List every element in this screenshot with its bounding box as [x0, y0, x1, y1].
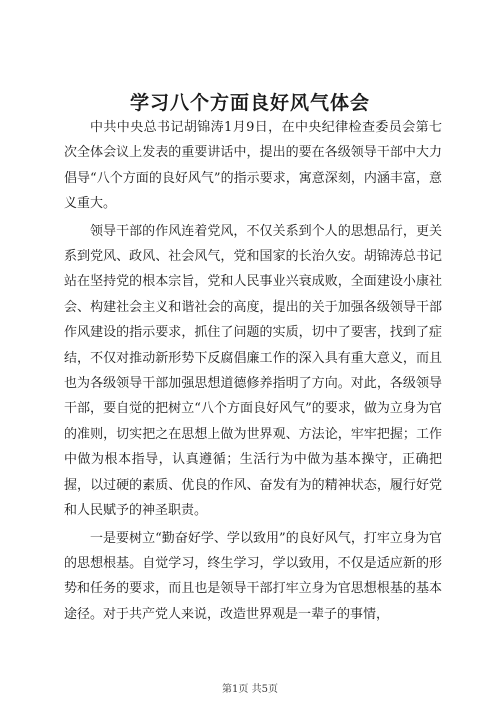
document-body	[64, 115, 442, 629]
paragraph-3: 一是要树立“勤奋好学、学以致用”的良好风气，打牢立身为官的思想根基。自觉学习，终生学习，学以致用，不仅是适应新的形势和任务的要求，而且也是领导干部打牢立身为官思想根基的基本途径。对于共产党人来说，改造世界观是一辈子的事情，	[64, 530, 442, 622]
paragraph-1: 中共中央总书记胡锦涛1月9日，在中央纪律检查委员会第七次全体会议上发表的重要讲话中，提出的要在各级领导干部中大力倡导“八个方面的良好风气”的指示要求，寓意深刻，内涵丰富，意义重大。	[64, 120, 442, 212]
page-footer: 第1页 共5页	[222, 684, 278, 695]
document-title: 学习八个方面良好风气体会	[129, 92, 370, 114]
paragraph-2: 领导干部的作风连着党风，不仅关系到个人的思想品行，更关系到党风、政风、社会风气，党和国家的长治久安。胡锦涛总书记站在坚持党的根本宗旨，党和人民事业兴衰成败，全面建设小康社会、构建社会主义和谐社会的高度，提出的关于加强各级领导干部作风建设的指示要求，抓住了问题的实质，切中了要害，找到了症结，不仅对推动新形势下反腐倡廉工作的深入具有重大意义，而且也为各级领导干部加强思想道德修养指明了方向。对此，各级领导干部，要自觉的把树立“八个方面良好风气”的要求，做为立身为官的准则，切实把之在思想上做为世界观、方法论，牢牢把握；工作中做为根本指导，认真遵循；生活行为中做为基本操守，正确把握，以过硬的素质、优良的作风、奋发有为的精神状态，履行好党和人民赋予的神圣职责。	[64, 223, 442, 519]
